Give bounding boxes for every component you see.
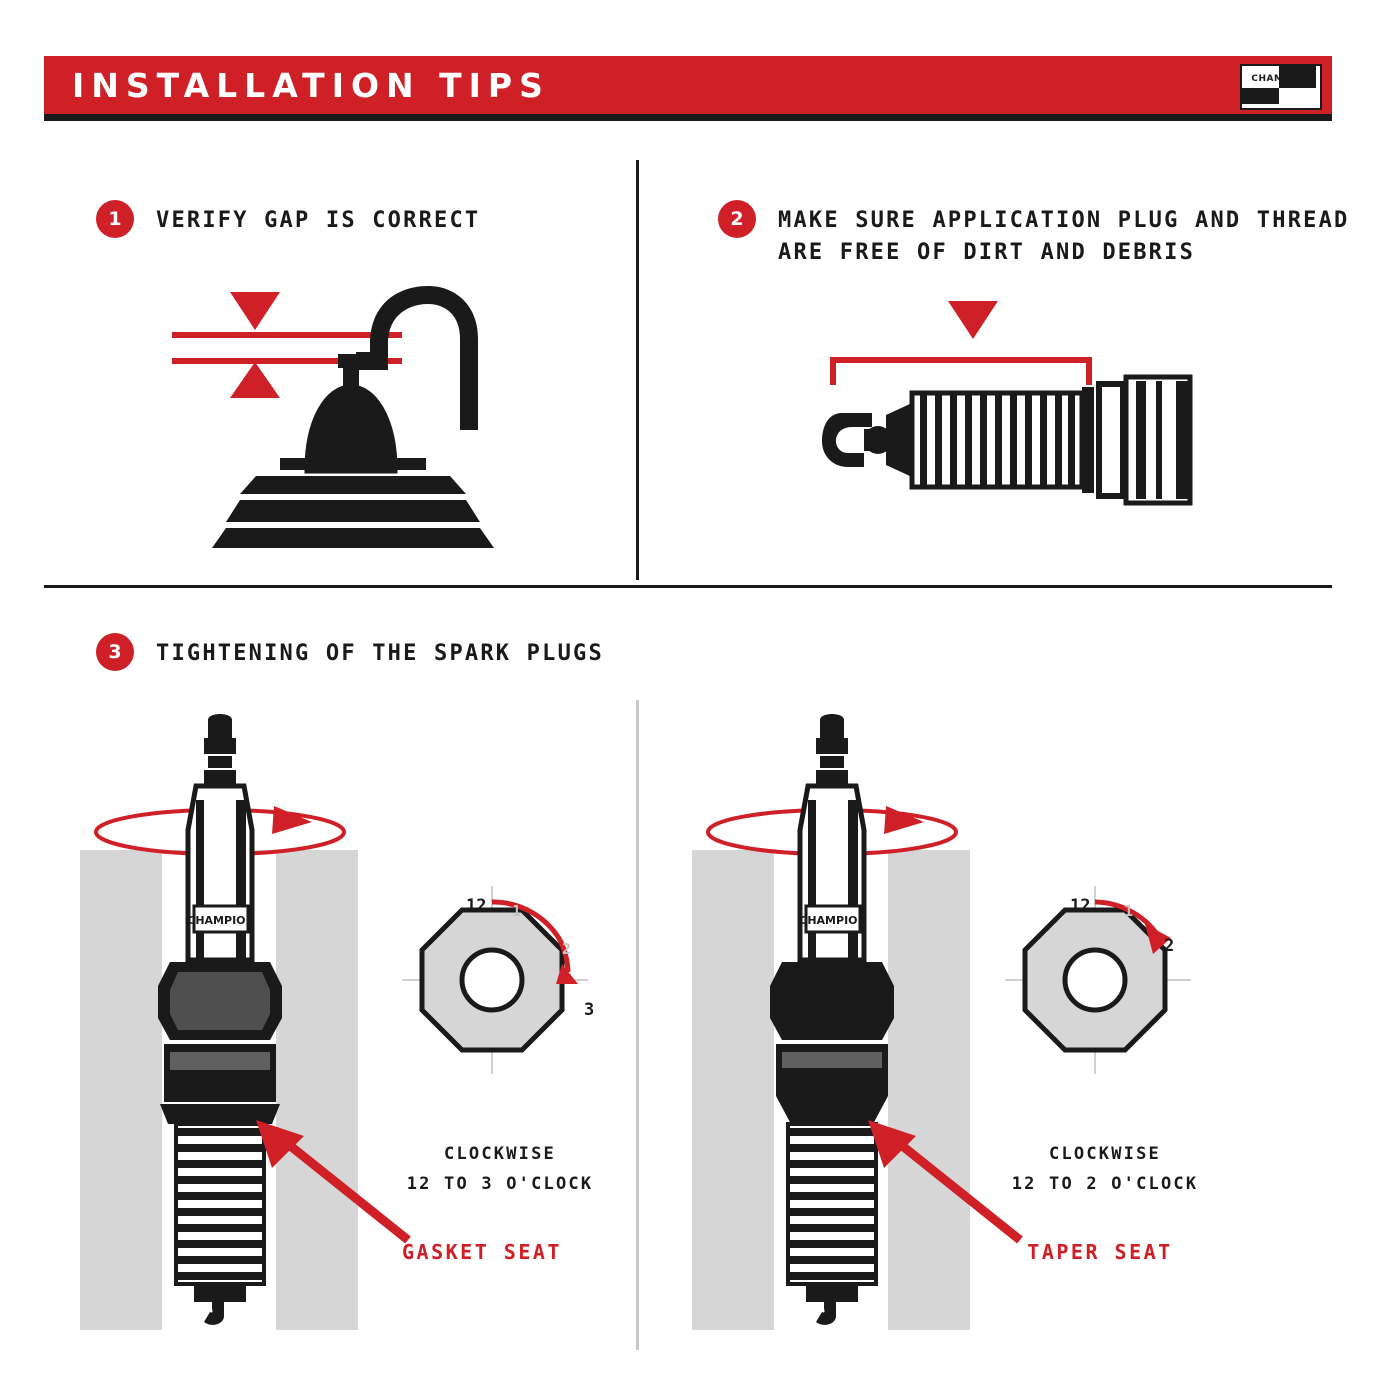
- divider-horizontal: [44, 585, 1332, 588]
- divider-vertical-top: [636, 160, 639, 580]
- taper-seat-pointer-arrow: [860, 1118, 1030, 1248]
- clock-label-1-left: 1: [512, 902, 522, 920]
- taper-seat-caption-line1: CLOCKWISE: [1049, 1144, 1161, 1164]
- gasket-seat-clock-diagram: [392, 880, 608, 1080]
- plug-brand-left: CHAMPION: [187, 914, 255, 927]
- step-2: [718, 200, 1400, 269]
- clock-label-3-left: 3: [584, 1000, 595, 1020]
- clock-label-12-left: 12: [466, 896, 487, 916]
- step-3: [96, 633, 604, 671]
- step-1-label: VERIFY GAP IS CORRECT: [156, 208, 481, 233]
- bowtie-icon: [1242, 66, 1316, 104]
- header-bar: [44, 56, 1332, 114]
- taper-seat-label: TAPER SEAT: [1027, 1240, 1173, 1264]
- taper-seat-clock-diagram: [995, 880, 1211, 1080]
- champion-logo-text: CHAMPION: [1251, 74, 1311, 84]
- step-3-badge: 3: [96, 633, 134, 671]
- step-3-label: TIGHTENING OF THE SPARK PLUGS: [156, 641, 604, 666]
- taper-seat-caption-line2: 12 TO 2 O'CLOCK: [1011, 1173, 1199, 1194]
- step-2-badge: 2: [718, 200, 756, 238]
- clock-label-2-right: 2: [1164, 936, 1175, 956]
- step-1: [96, 200, 480, 238]
- clock-label-1-right: 1: [1124, 902, 1134, 920]
- step-2-label: MAKE SURE APPLICATION PLUG AND THREAD ARE FREE OF DIRT AND DEBRIS: [778, 208, 1350, 265]
- step-1-badge: 1: [96, 200, 134, 238]
- gasket-seat-caption-line2: 12 TO 3 O'CLOCK: [406, 1173, 594, 1194]
- plug-brand-right: CHAMPION: [799, 914, 867, 927]
- header-underline: [44, 114, 1332, 121]
- gasket-seat-caption-line1: CLOCKWISE: [444, 1144, 556, 1164]
- gap-measurement-illustration: [160, 280, 540, 550]
- clock-label-12-right: 12: [1070, 896, 1091, 916]
- page-title: INSTALLATION TIPS: [72, 65, 550, 105]
- thread-cleanliness-illustration: [820, 295, 1220, 545]
- gasket-seat-pointer-arrow: [248, 1118, 418, 1248]
- gasket-seat-label: GASKET SEAT: [402, 1240, 562, 1264]
- champion-logo: [1240, 64, 1322, 110]
- clock-label-2-left: 2: [562, 940, 572, 958]
